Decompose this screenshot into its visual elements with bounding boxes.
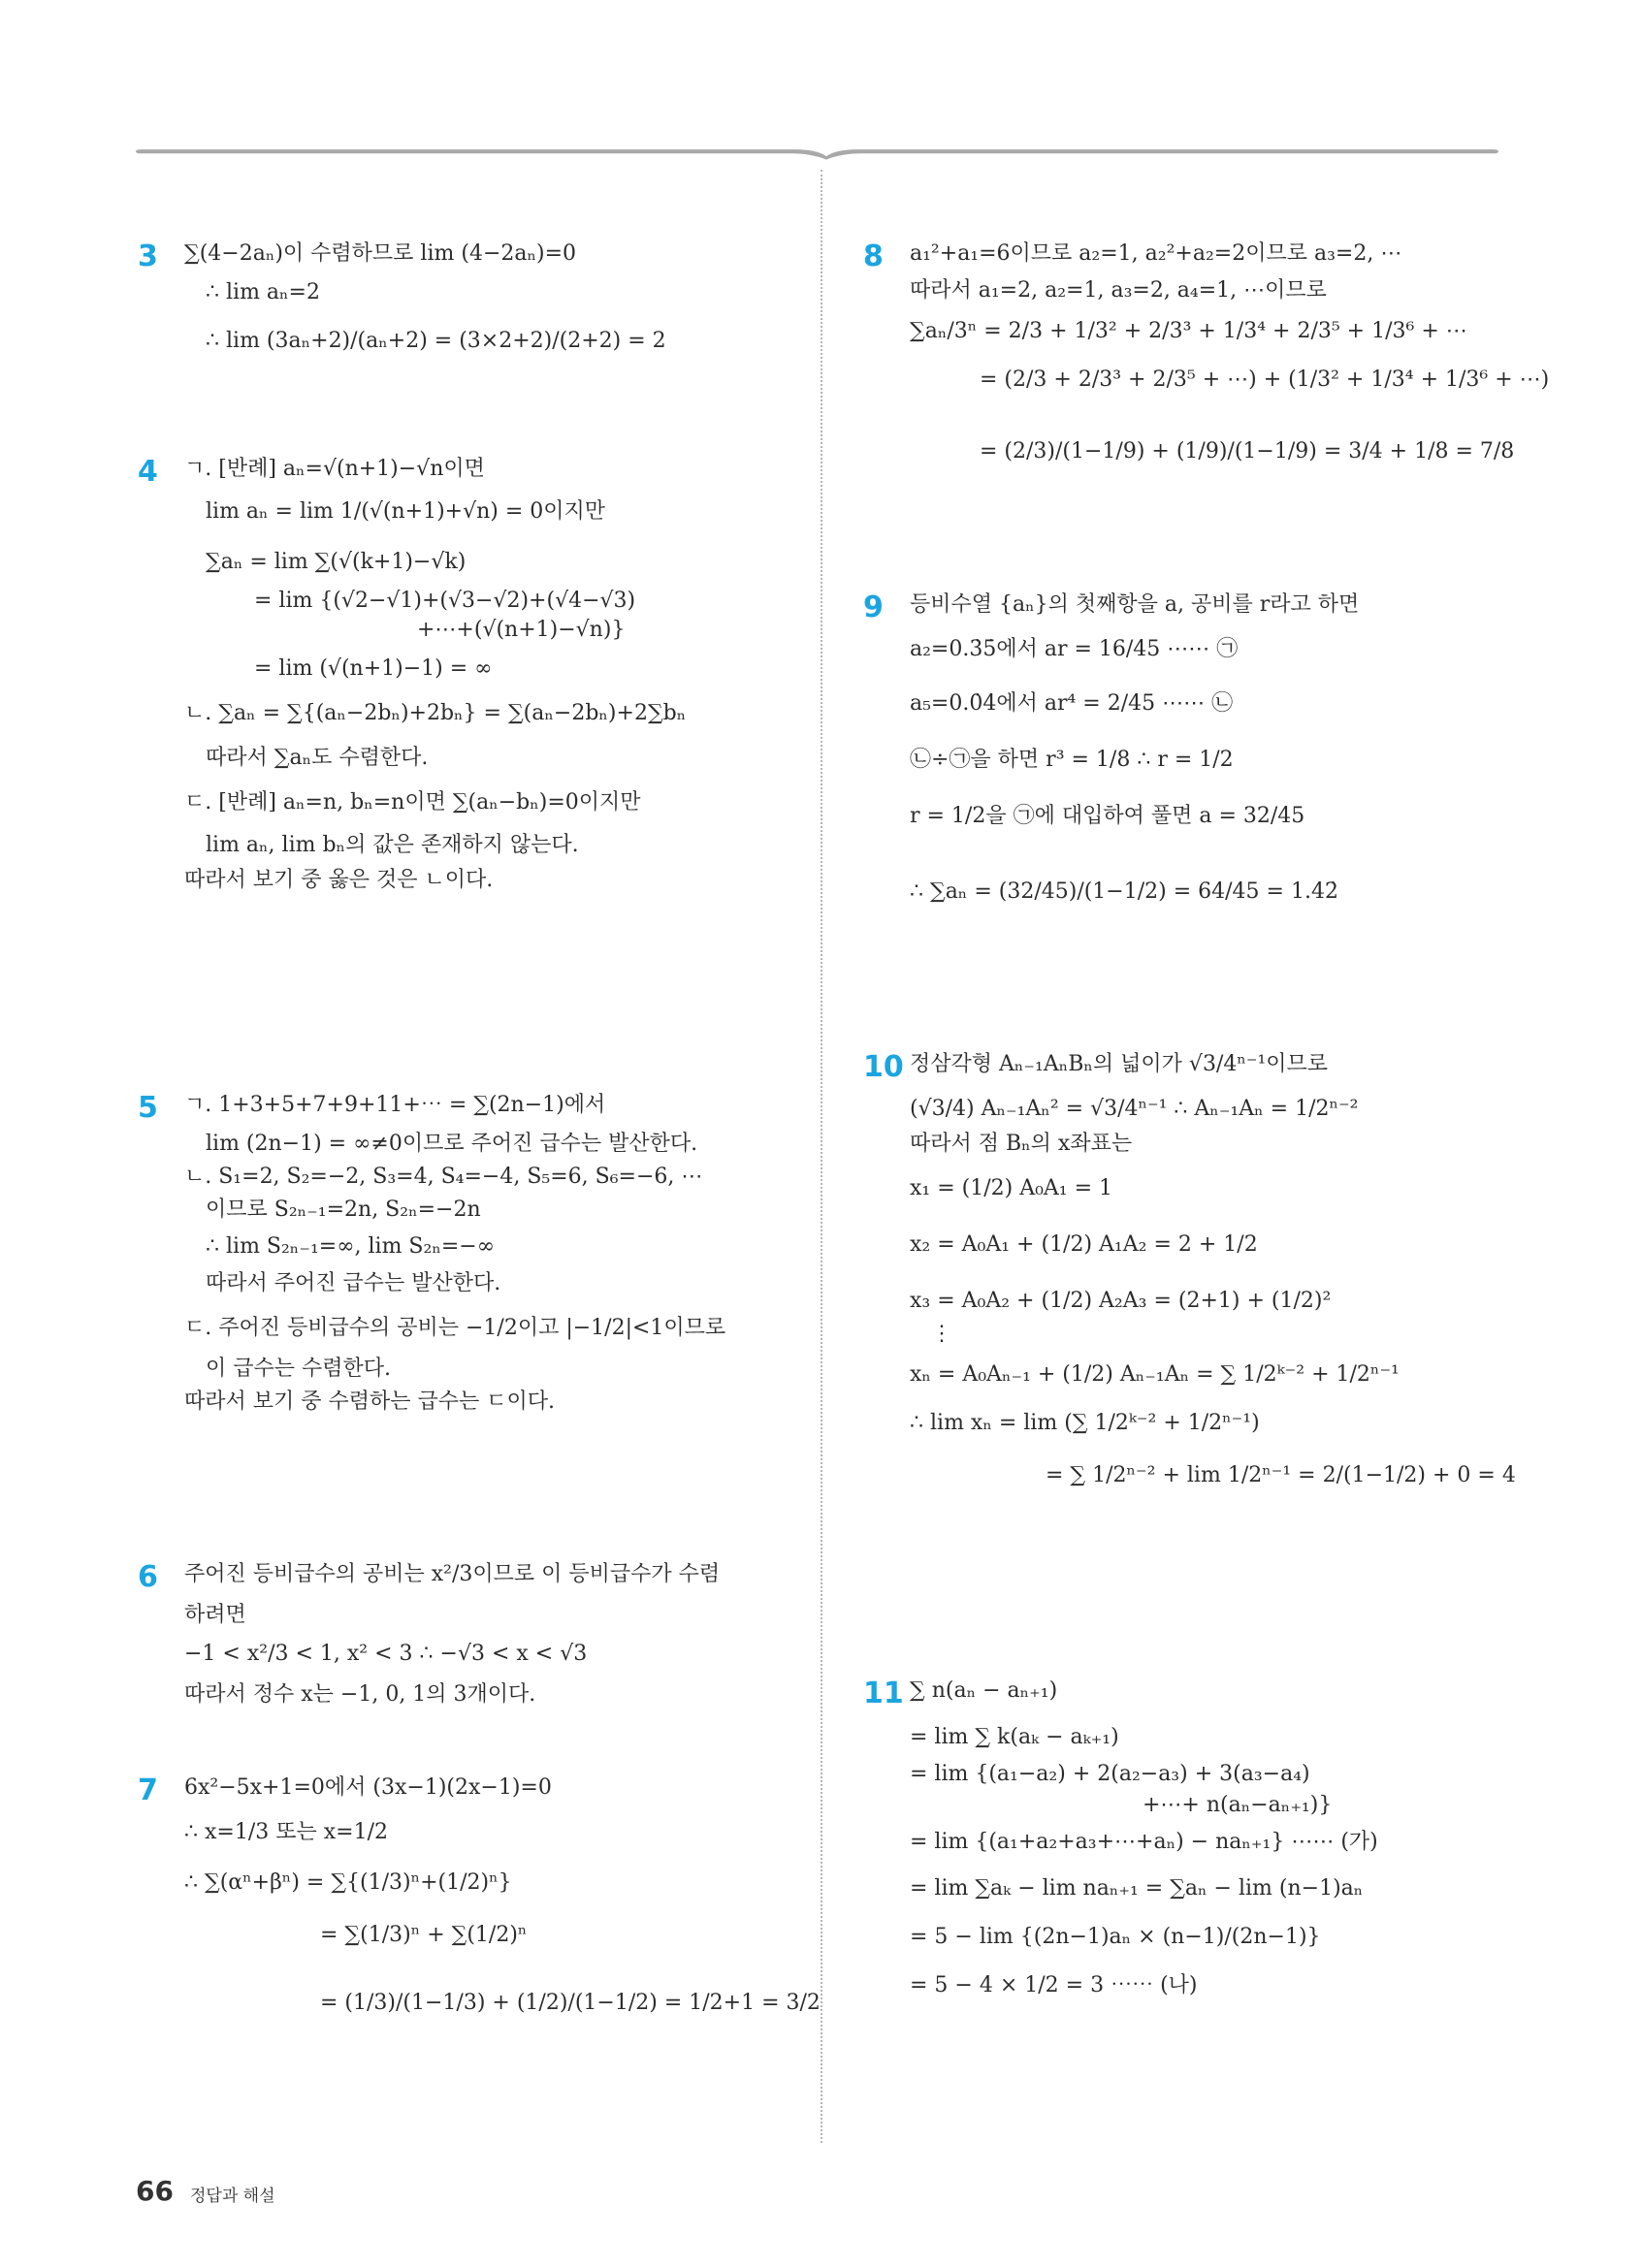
- problem-11-solution: [863, 1679, 1550, 1997]
- problem-number: 5: [138, 1091, 158, 1125]
- solution-line: ㄱ. 1+3+5+7+9+11+⋯ = ∑(2n−1)에서: [184, 1093, 606, 1117]
- problem-number: 3: [138, 240, 158, 273]
- solution-line: = lim {(a₁−a₂) + 2(a₂−a₃) + 3(a₃−a₄): [910, 1762, 1310, 1786]
- solution-line: x₁ = (1/2) A₀A₁ = 1: [910, 1176, 1113, 1200]
- solution-line: lim aₙ, lim bₙ의 값은 존재하지 않는다.: [206, 833, 579, 857]
- problem-number: 6: [138, 1560, 158, 1594]
- solution-line: ∑(4−2aₙ)이 수렴하므로 lim (4−2aₙ)=0: [184, 241, 577, 266]
- solution-line: 따라서 ∑aₙ도 수렴한다.: [206, 746, 429, 770]
- solution-line: 주어진 등비급수의 공비는 x²/3이므로 이 등비급수가 수렴: [184, 1562, 721, 1586]
- solution-line: = lim ∑aₖ − lim naₙ₊₁ = ∑aₙ − lim (n−1)aₙ: [910, 1876, 1364, 1901]
- solution-line: ∑aₙ = lim ∑(√(k+1)−√k): [206, 550, 467, 574]
- solution-line: r = 1/2을 ㉠에 대입하여 풀면 a = 32/45: [910, 804, 1305, 828]
- solution-line: xₙ = A₀Aₙ₋₁ + (1/2) Aₙ₋₁Aₙ = ∑ 1/2ᵏ⁻² + 1/2ⁿ⁻¹: [910, 1362, 1400, 1387]
- problem-10-solution: [863, 1050, 1550, 1487]
- solution-line: = 5 − 4 × 1/2 = 3 ⋯⋯ (나): [910, 1973, 1198, 1997]
- problem-number: 11: [863, 1677, 904, 1710]
- problem-number: 4: [138, 455, 158, 489]
- solution-line: ㄱ. [반례] aₙ=√(n+1)−√n이면: [184, 457, 485, 481]
- solution-line: = lim {(√2−√1)+(√3−√2)+(√4−√3): [254, 589, 636, 613]
- solution-line: ∑aₙ/3ⁿ = 2/3 + 1/3² + 2/3³ + 1/3⁴ + 2/3⁵ + 1/3⁶ + ⋯: [910, 319, 1467, 343]
- problem-number: 7: [138, 1773, 158, 1807]
- solution-line: = (2/3)/(1−1/9) + (1/9)/(1−1/9) = 3/4 + 1/8 = 7/8: [980, 439, 1515, 463]
- solution-line: −1 < x²/3 < 1, x² < 3 ∴ −√3 < x < √3: [184, 1642, 588, 1666]
- solution-line: = 5 − lim {(2n−1)aₙ × (n−1)/(2n−1)}: [910, 1925, 1321, 1949]
- solution-line: 정삼각형 Aₙ₋₁AₙBₙ의 넓이가 √3/4ⁿ⁻¹이므로: [910, 1052, 1329, 1076]
- solution-line: ㄷ. [반례] aₙ=n, bₙ=n이면 ∑(aₙ−bₙ)=0이지만: [184, 790, 641, 815]
- solution-line: ∴ ∑(αⁿ+βⁿ) = ∑{(1/3)ⁿ+(1/2)ⁿ}: [184, 1870, 512, 1895]
- solution-line: = ∑(1/3)ⁿ + ∑(1/2)ⁿ: [320, 1923, 528, 1947]
- footer-section-label: 정답과 해설: [190, 2187, 275, 2206]
- solution-line: 따라서 a₁=2, a₂=1, a₃=2, a₄=1, ⋯이므로: [910, 278, 1327, 303]
- solution-line: lim (2n−1) = ∞≠0이므로 주어진 급수는 발산한다.: [206, 1132, 698, 1156]
- problem-7-solution: [138, 1773, 844, 2015]
- top-decorative-bar: [136, 147, 1498, 161]
- solution-line: (√3/4) Aₙ₋₁Aₙ² = √3/4ⁿ⁻¹ ∴ Aₙ₋₁Aₙ = 1/2ⁿ⁻²: [910, 1097, 1359, 1121]
- solution-line: a₅=0.0̇4̇에서 ar⁴ = 2/45 ⋯⋯ ㉡: [910, 691, 1234, 716]
- solution-line: +⋯+ n(aₙ−aₙ₊₁)}: [1143, 1793, 1333, 1817]
- problem-4-solution: [138, 455, 844, 892]
- solution-line: 따라서 정수 x는 −1, 0, 1의 3개이다.: [184, 1682, 536, 1707]
- problem-5-solution: [138, 1091, 844, 1414]
- solution-line: ∴ ∑aₙ = (32/45)/(1−1/2) = 64/45 = 1.4̇2̇: [910, 879, 1338, 904]
- problem-9-solution: [863, 593, 1550, 904]
- problem-number: 8: [863, 240, 884, 273]
- solution-line: = lim {(a₁+a₂+a₃+⋯+aₙ) − naₙ₊₁} ⋯⋯ (가): [910, 1830, 1378, 1854]
- solution-line: ∴ x=1/3 또는 x=1/2: [184, 1820, 388, 1844]
- solution-line: 등비수열 {aₙ}의 첫째항을 a, 공비를 r라고 하면: [910, 592, 1360, 617]
- solution-line: ∴ lim S₂ₙ₋₁=∞, lim S₂ₙ=−∞: [206, 1234, 496, 1259]
- solution-line: = ∑ 1/2ⁿ⁻² + lim 1/2ⁿ⁻¹ = 2/(1−1/2) + 0 = 4: [1046, 1463, 1516, 1487]
- problem-number: 9: [863, 591, 884, 624]
- solution-line: = (2/3 + 2/3³ + 2/3⁵ + ⋯) + (1/3² + 1/3⁴ + 1/3⁶ + ⋯): [980, 367, 1550, 392]
- solution-line: 따라서 보기 중 수렴하는 급수는 ㄷ이다.: [184, 1390, 555, 1414]
- solution-line: ㄷ. 주어진 등비급수의 공비는 −1/2이고 |−1/2|<1이므로: [184, 1316, 726, 1340]
- solution-line: ㄴ. S₁=2, S₂=−2, S₃=4, S₄=−4, S₅=6, S₆=−6, ⋯: [184, 1165, 703, 1189]
- solution-line: x₂ = A₀A₁ + (1/2) A₁A₂ = 2 + 1/2: [910, 1232, 1258, 1257]
- problem-number: 10: [863, 1050, 904, 1084]
- solution-line: 따라서 보기 중 옳은 것은 ㄴ이다.: [184, 868, 494, 892]
- solution-line: lim aₙ = lim 1/(√(n+1)+√n) = 0이지만: [206, 499, 606, 524]
- solution-line: 따라서 주어진 급수는 발산한다.: [206, 1271, 501, 1295]
- solution-line: ∴ lim xₙ = lim (∑ 1/2ᵏ⁻² + 1/2ⁿ⁻¹): [910, 1411, 1260, 1435]
- problem-3-solution: [138, 242, 844, 353]
- solution-line: ㄴ. ∑aₙ = ∑{(aₙ−2bₙ)+2bₙ} = ∑(aₙ−2bₙ)+2∑bₙ: [184, 701, 687, 725]
- solution-line: 6x²−5x+1=0에서 (3x−1)(2x−1)=0: [184, 1775, 552, 1800]
- solution-line: = (1/3)/(1−1/3) + (1/2)/(1−1/2) = 1/2+1 = 3/2: [320, 1991, 821, 2015]
- solution-line: = lim ∑ k(aₖ − aₖ₊₁): [910, 1725, 1119, 1749]
- solution-line: +⋯+(√(n+1)−√n)}: [417, 618, 626, 642]
- solution-line: 이므로 S₂ₙ₋₁=2n, S₂ₙ=−2n: [206, 1198, 481, 1222]
- solution-line: ⋮: [931, 1322, 952, 1346]
- solution-line: = lim (√(n+1)−1) = ∞: [254, 656, 493, 681]
- solution-line: 따라서 점 Bₙ의 x좌표는: [910, 1132, 1133, 1156]
- solution-line: 하려면: [184, 1603, 246, 1627]
- solution-line: a₁²+a₁=6이므로 a₂=1, a₂²+a₂=2이므로 a₃=2, ⋯: [910, 241, 1402, 266]
- solution-line: ∴ lim (3aₙ+2)/(aₙ+2) = (3×2+2)/(2+2) = 2: [206, 329, 666, 353]
- solution-line: x₃ = A₀A₂ + (1/2) A₂A₃ = (2+1) + (1/2)²: [910, 1289, 1332, 1313]
- solution-line: a₂=0.3̇5̇에서 ar = 16/45 ⋯⋯ ㉠: [910, 637, 1239, 661]
- problem-6-solution: [138, 1560, 844, 1707]
- problem-8-solution: [863, 242, 1550, 463]
- solution-line: 이 급수는 수렴한다.: [206, 1357, 391, 1381]
- solution-line: ∴ lim aₙ=2: [206, 280, 320, 304]
- page-number: 66: [136, 2175, 174, 2207]
- solution-line: ∑ n(aₙ − aₙ₊₁): [910, 1678, 1058, 1703]
- solution-line: ㉡÷㉠을 하면 r³ = 1/8 ∴ r = 1/2: [910, 748, 1234, 772]
